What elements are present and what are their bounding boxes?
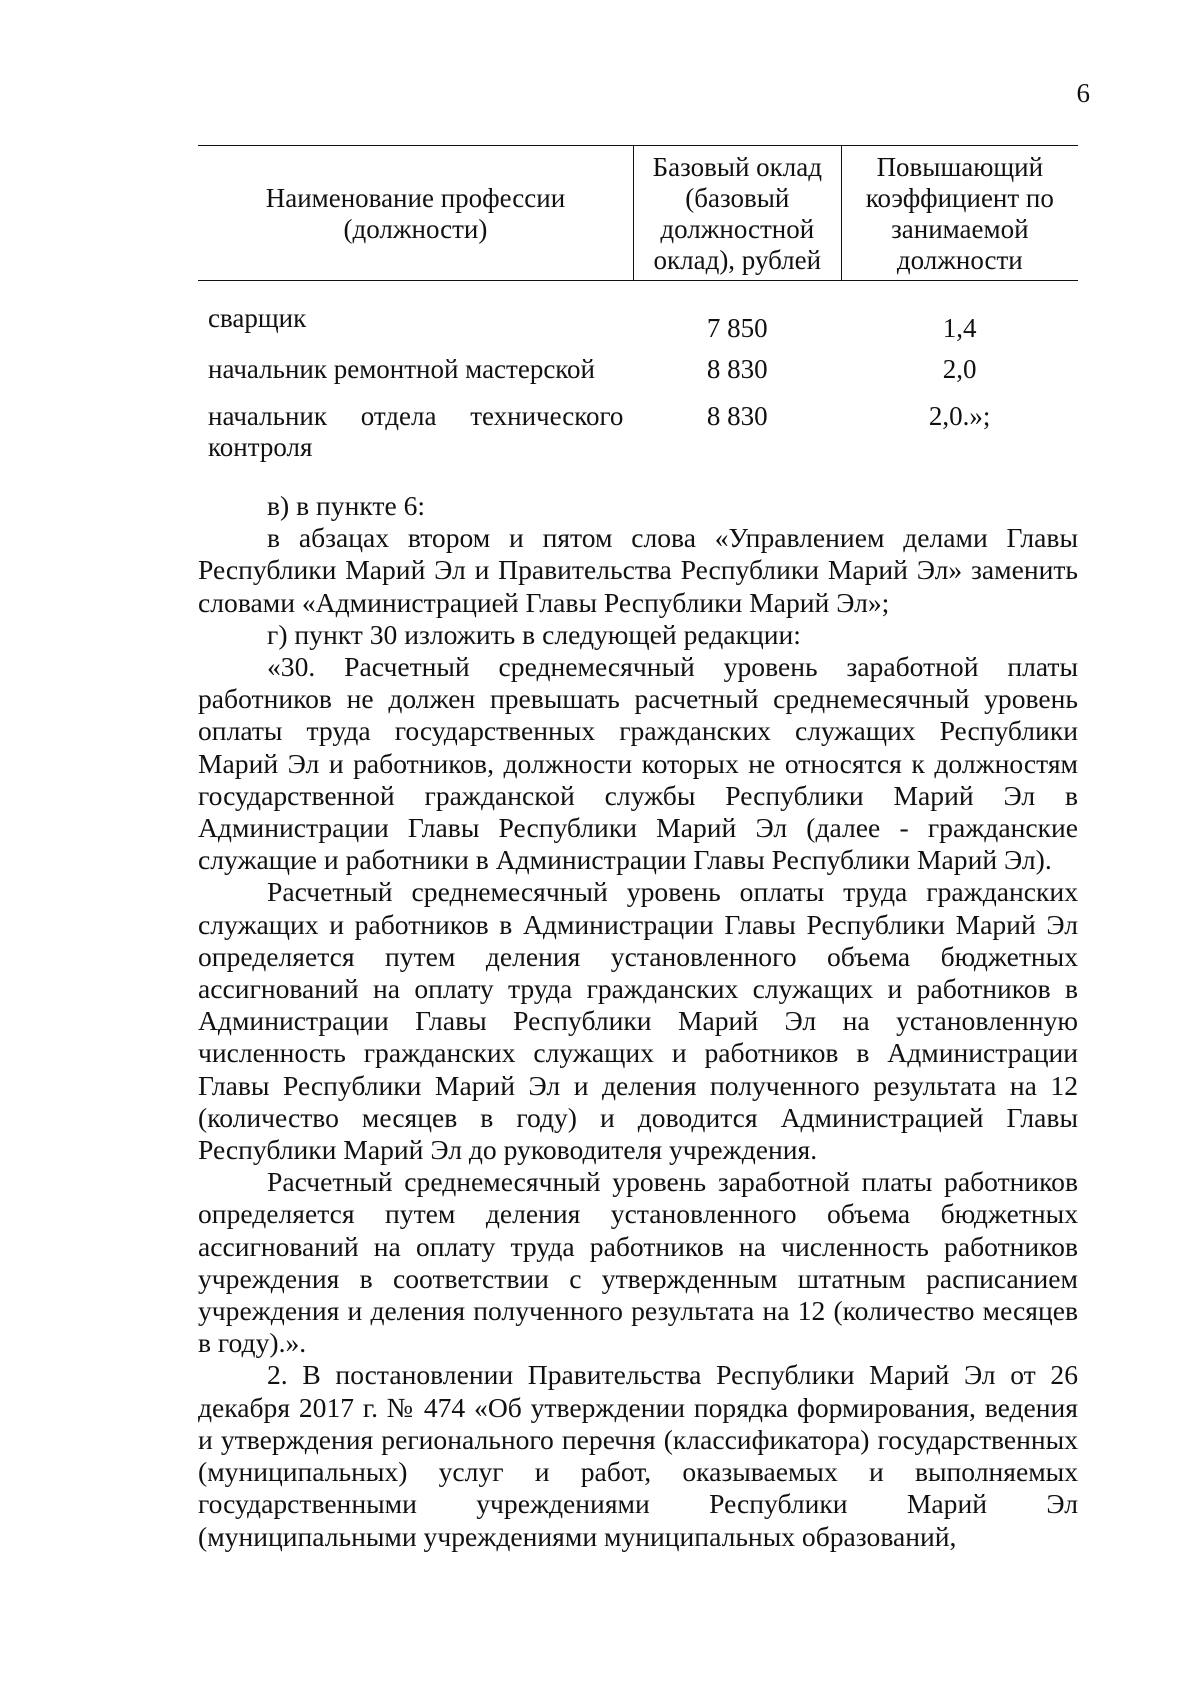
cell-coefficient: 2,0: [942, 354, 977, 384]
paragraph-item-g: г) пункт 30 изложить в следующей редакции:: [267, 618, 801, 650]
cell-profession: сварщик: [208, 303, 307, 333]
table-row: [198, 281, 1078, 345]
table-row: [198, 344, 1078, 385]
cell-coefficient: 1,4: [942, 313, 977, 343]
salary-table: [198, 145, 1078, 463]
paragraph-clause-30: «30. Расчетный среднемесячный уровень заработной платы работников не должен превышать расчетный среднемесячный уровень оплаты труда государственных гражданских служащих Республики Марий Эл и работников, должности которых не относятся к должностям государственной гражданской службы Республики Марий Эл в Администрации Главы Республики Марий Эл (далее - гражданские служащие и работники в Администрации Главы Республики Марий Эл).: [198, 651, 1078, 876]
header-base-salary: Базовый оклад (базовый должностной оклад), рублей: [633, 146, 841, 281]
paragraph-clause-30-employees: Расчетный среднемесячный уровень заработной платы работников определяется путем деления установленного объема бюджетных ассигнований на оплату труда работников на численность работников учреждения в соответствии с утвержденным штатным расписанием учреждения и деления полученного результата на 12 (количество месяцев в году).».: [198, 1166, 1078, 1359]
table-header-row: [198, 146, 1078, 281]
cell-profession: начальник ремонтной мастерской: [208, 354, 596, 384]
header-profession-name: Наименование профессии (должности): [198, 146, 633, 281]
paragraph-item-v: в) в пункте 6:: [267, 490, 426, 521]
header-coefficient: Повышающий коэффициент по занимаемой должности: [841, 146, 1078, 281]
cell-coefficient: 2,0.»;: [928, 401, 991, 431]
cell-profession: начальник отдела технического контроля: [208, 401, 624, 462]
paragraph-clause-30-civil-servants: Расчетный среднемесячный уровень оплаты труда гражданских служащих и работников в Администрации Главы Республики Марий Эл определяется путем деления установленного объема бюджетных ассигнований на оплату труда гражданских служащих и работников в Администрации Главы Республики Марий Эл на установленную численность гражданских служащих и работников в Администрации Главы Республики Марий Эл и деления полученного результата на 12 (количество месяцев в году) и доводится Администрацией Главы Республики Марий Эл до руководителя учреждения.: [198, 876, 1078, 1166]
table-row: [198, 385, 1078, 463]
cell-base-salary: 8 830: [706, 401, 768, 431]
cell-base-salary: 7 850: [706, 313, 768, 343]
cell-base-salary: 8 830: [706, 354, 768, 384]
page-number: 6: [1076, 78, 1090, 108]
paragraph-amendment-words: в абзацах втором и пятом слова «Управлением делами Главы Республики Марий Эл и Правительства Республики Марий Эл» заменить словами «Администрацией Главы Республики Марий Эл»;: [198, 522, 1078, 618]
document-body: [198, 490, 1078, 1553]
paragraph-item-2: 2. В постановлении Правительства Республики Марий Эл от 26 декабря 2017 г. № 474 «Об утверждении порядка формирования, ведения и утверждения регионального перечня (классификатора) государственных (муниципальных) услуг и работ, оказываемых и выполняемых государственными учреждениями Республики Марий Эл (муниципальными учреждениями муниципальных образований,: [198, 1359, 1078, 1552]
